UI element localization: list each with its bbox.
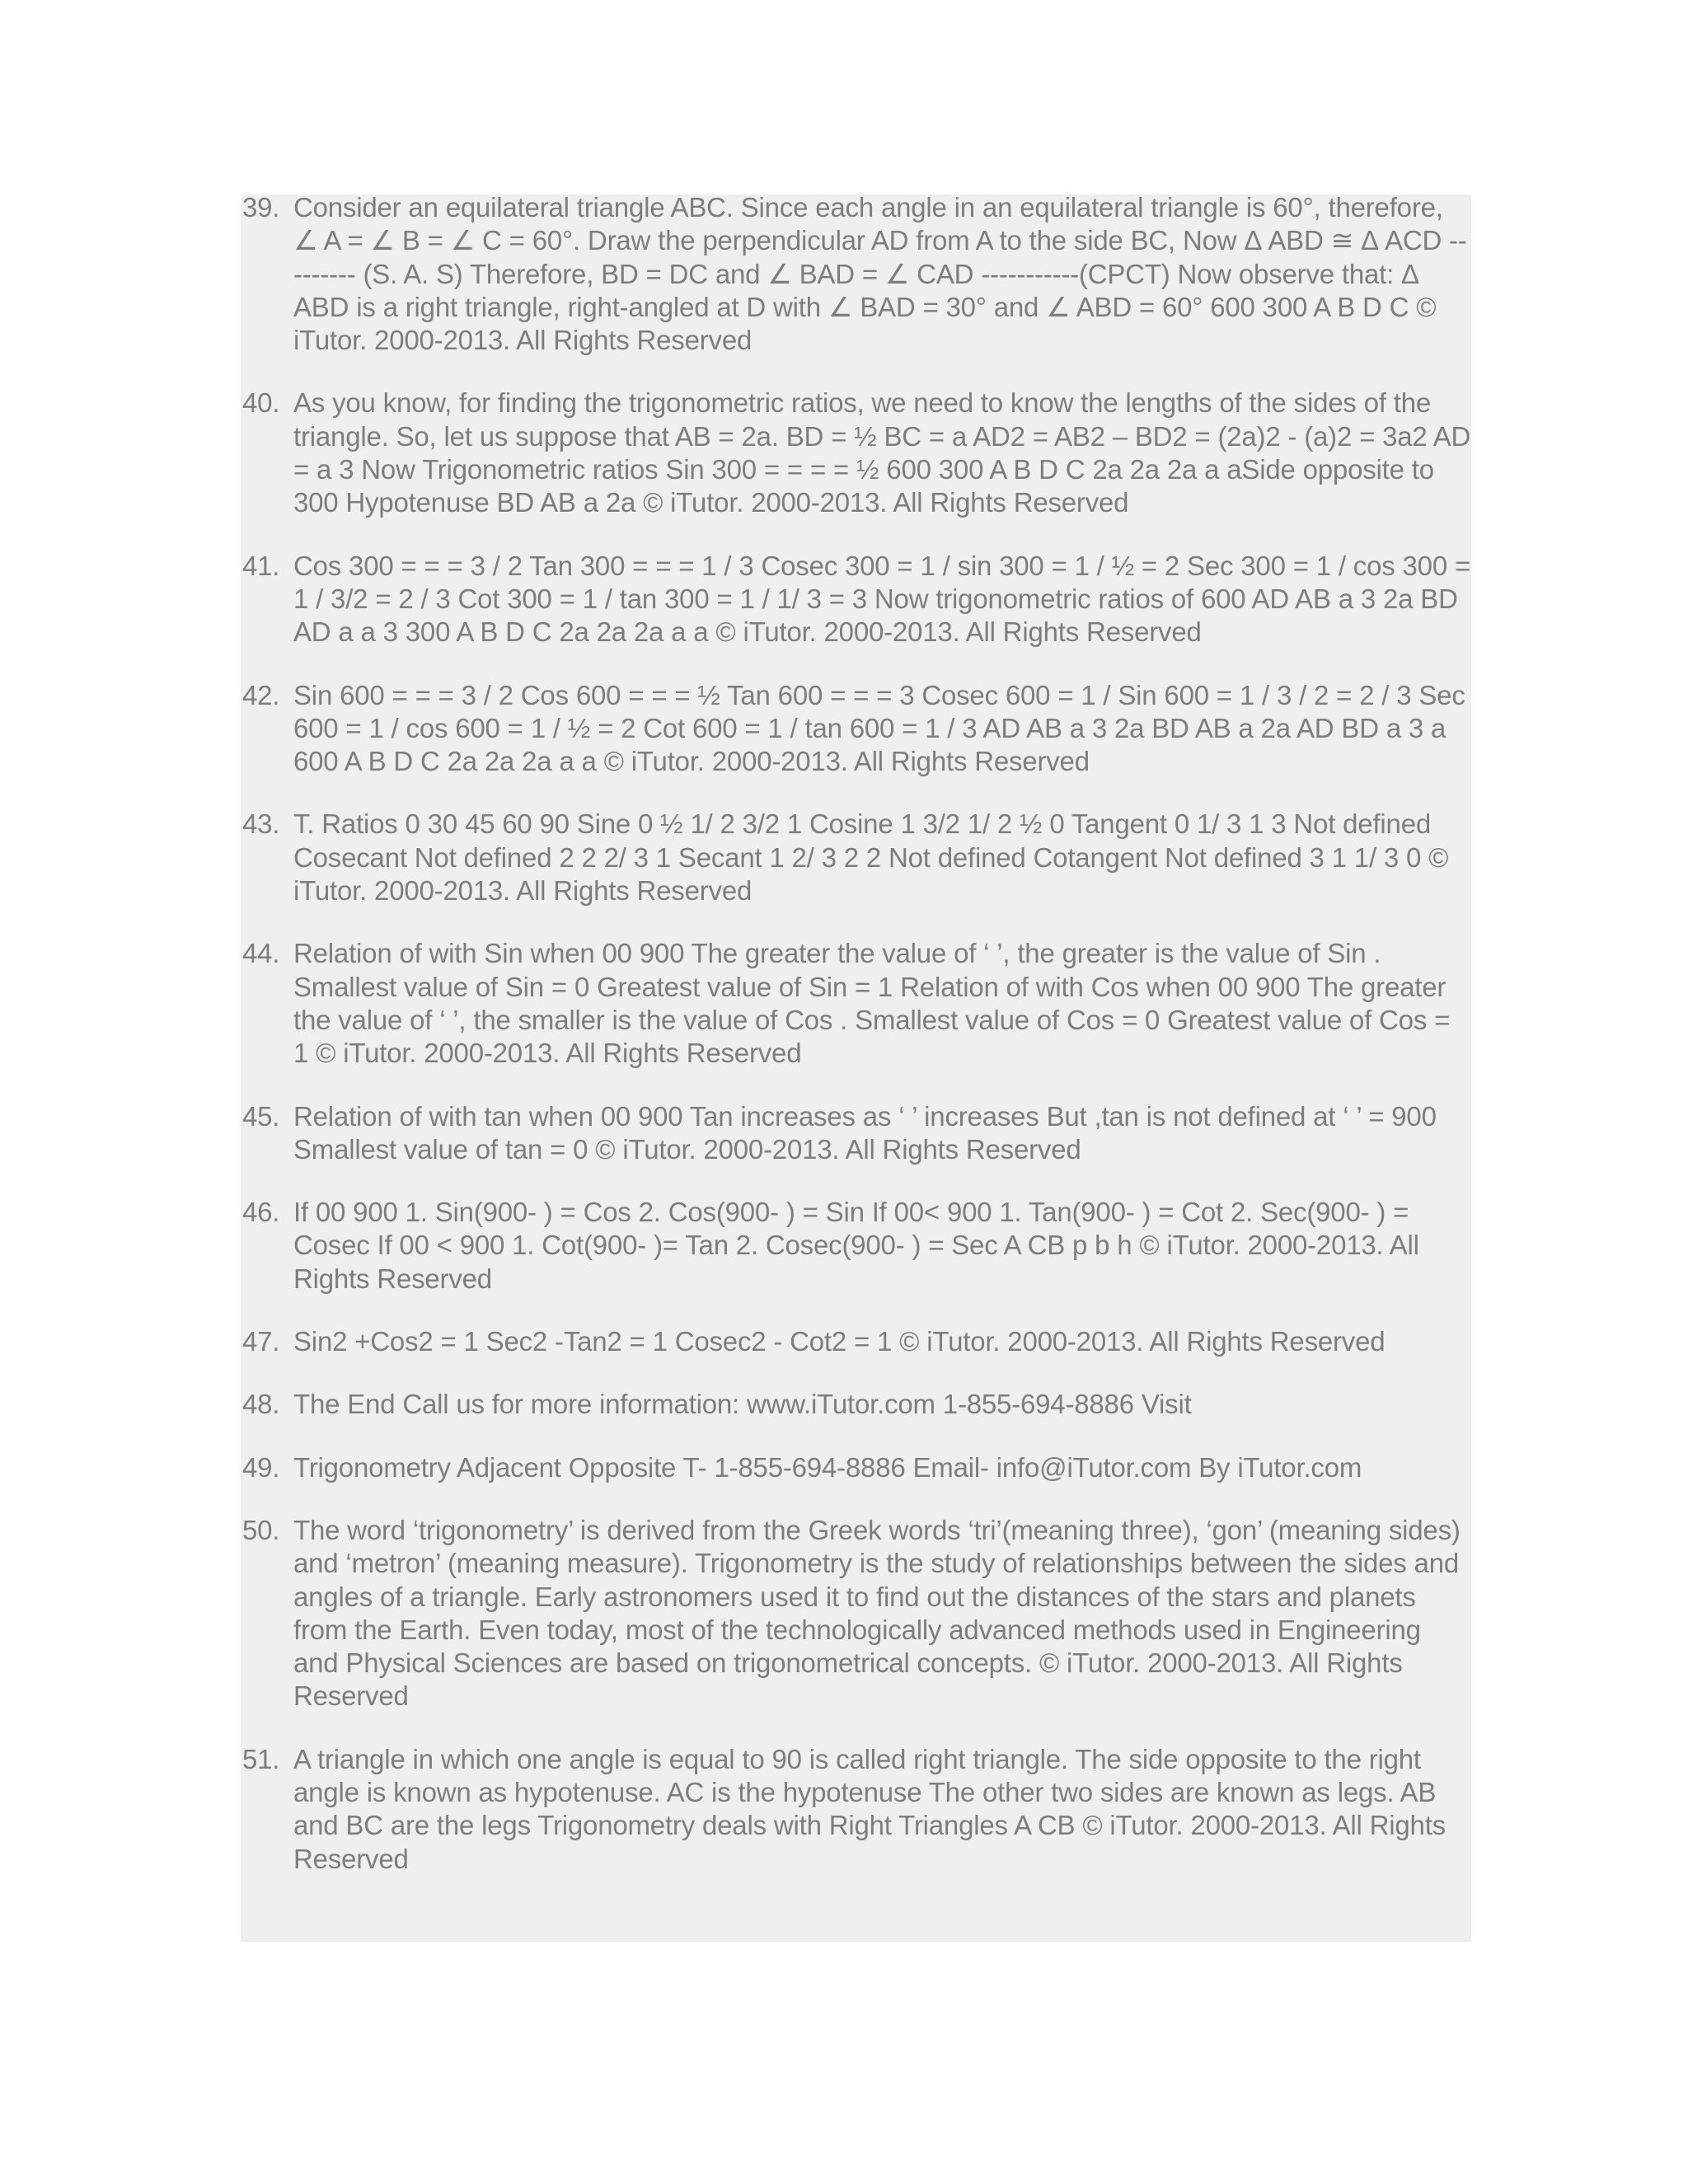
item-number: 41. [242, 550, 280, 581]
list-item [242, 550, 1472, 649]
item-number: 46. [242, 1197, 280, 1228]
list-item [242, 1325, 1472, 1358]
list-item [242, 808, 1472, 907]
item-text: Sin 600 = = = 3 / 2 Cos 600 = = = ½ Tan 600 = = = 3 Cosec 600 = 1 / Sin 600 = 1 / 3 / 2 = 2 / 3 Sec 600 = 1 / cos 600 = 1 / ½ = 2 Cot 600 = 1 / tan 600 = 1 / 3 AD AB a 3 2a BD AB a 2a AD BD a 3 a 600 A B D C 2a 2a 2a a a © iTutor. 2000-2013. All Rights Reserved [293, 679, 1465, 777]
item-number: 42. [242, 679, 280, 710]
list-item [242, 1451, 1472, 1484]
list-item [242, 1388, 1472, 1421]
item-number: 43. [242, 808, 280, 840]
list-item [242, 1514, 1472, 1713]
item-text: As you know, for finding the trigonometric ratios, we need to know the lengths of the sides of the triangle. So, let us suppose that AB = 2a. BD = ½ BC = a AD2 = AB2 – BD2 = (2a)2 - (a)2 = 3a2 AD = a 3 Now Trigonometric ratios Sin 300 = = = = ½ 600 300 A B D C 2a 2a 2a a aSide opposite to 300 Hypotenuse BD AB a 2a © iTutor. 2000-2013. All Rights Reserved [293, 387, 1471, 518]
item-text: Relation of with Sin when 00 900 The greater the value of ‘ ’, the greater is the value of Sin . Smallest value of Sin = 0 Greatest value of Sin = 1 Relation of with Cos when 00 900 The greater the value of ‘ ’, the smaller is the value of Cos . Smallest value of Cos = 0 Greatest value of Cos = 1 © iTutor. 2000-2013. All Rights Reserved [293, 938, 1451, 1069]
item-number: 51. [242, 1743, 280, 1774]
list-item [242, 1100, 1472, 1167]
list-item [242, 191, 1472, 357]
item-number: 39. [242, 192, 280, 223]
item-number: 40. [242, 387, 280, 419]
item-text: If 00 900 1. Sin(900- ) = Cos 2. Cos(900- ) = Sin If 00< 900 1. Tan(900- ) = Cot 2. Sec(900- ) = Cosec If 00 < 900 1. Cot(900- )= Tan 2. Cosec(900- ) = Sec A CB p b h © iTutor. 2000-2013. All Rights Reserved [293, 1197, 1419, 1294]
item-number: 50. [242, 1514, 280, 1545]
list-item [242, 387, 1472, 519]
item-number: 44. [242, 938, 280, 969]
list-item [242, 679, 1472, 779]
list-item [242, 937, 1472, 1070]
item-number: 49. [242, 1451, 280, 1483]
list-item [242, 1196, 1472, 1296]
list-item [242, 1743, 1472, 1876]
item-number: 47. [242, 1326, 280, 1357]
item-text: Trigonometry Adjacent Opposite T- 1-855-694-8886 Email- info@iTutor.com By iTutor.com [293, 1451, 1362, 1483]
item-text: T. Ratios 0 30 45 60 90 Sine 0 ½ 1/ 2 3/2 1 Cosine 1 3/2 1/ 2 ½ 0 Tangent 0 1/ 3 1 3 Not defined Cosecant Not defined 2 2 2/ 3 1 Secant 1 2/ 3 2 2 Not defined Cotangent Not defined 3 1 1/ 3 0 © iTutor. 2000-2013. All Rights Reserved [293, 808, 1449, 907]
item-text: Cos 300 = = = 3 / 2 Tan 300 = = = 1 / 3 Cosec 300 = 1 / sin 300 = 1 / ½ = 2 Sec 300 = 1 / cos 300 = 1 / 3/2 = 2 / 3 Cot 300 = 1 / tan 300 = 1 / 1/ 3 = 3 Now trigonometric ratios of 600 AD AB a 3 2a BD AD a a 3 300 A B D C 2a 2a 2a a a © iTutor. 2000-2013. All Rights Reserved [293, 550, 1471, 648]
numbered-text-list [242, 191, 1472, 1905]
item-number: 48. [242, 1389, 280, 1420]
item-text: The word ‘trigonometry’ is derived from the Greek words ‘tri’(meaning three), ‘gon’ (meaning sides) and ‘metron’ (meaning measure). Trigonometry is the study of relationships between the sides and angles of a triangle. Early astronomers used it to find out the distances of the stars and planets from the Earth. Even today, most of the technologically advanced methods used in Engineering and Physical Sciences are based on trigonometrical concepts. © iTutor. 2000-2013. All Rights Reserved [293, 1514, 1461, 1712]
item-text: Sin2 +Cos2 = 1 Sec2 -Tan2 = 1 Cosec2 - Cot2 = 1 © iTutor. 2000-2013. All Rights Reserved [293, 1326, 1386, 1357]
item-text: A triangle in which one angle is equal to 90 is called right triangle. The side opposite to the right angle is known as hypotenuse. AC is the hypotenuse The other two sides are known as legs. AB and BC are the legs Trigonometry deals with Right Triangles A CB © iTutor. 2000-2013. All Rights Reserved [293, 1743, 1446, 1874]
item-text: Relation of with tan when 00 900 Tan increases as ‘ ’ increases But ,tan is not defined at ‘ ’ = 900 Smallest value of tan = 0 © iTutor. 2000-2013. All Rights Reserved [293, 1100, 1437, 1165]
item-text: The End Call us for more information: www.iTutor.com 1-855-694-8886 Visit [293, 1389, 1192, 1420]
item-text: Consider an equilateral triangle ABC. Since each angle in an equilateral triangle is 60°, therefore, ∠ A = ∠ B = ∠ C = 60°. Draw the perpendicular AD from A to the side BC, Now Δ ABD ≅ Δ ACD --------- (S. A. S) Therefore, BD = DC and ∠ BAD = ∠ CAD -----------(CPCT) Now observe that: Δ ABD is a right triangle, right-angled at D with ∠ BAD = 30° and ∠ ABD = 60° 600 300 A B D C © iTutor. 2000-2013. All Rights Reserved [293, 192, 1467, 356]
item-number: 45. [242, 1100, 280, 1132]
